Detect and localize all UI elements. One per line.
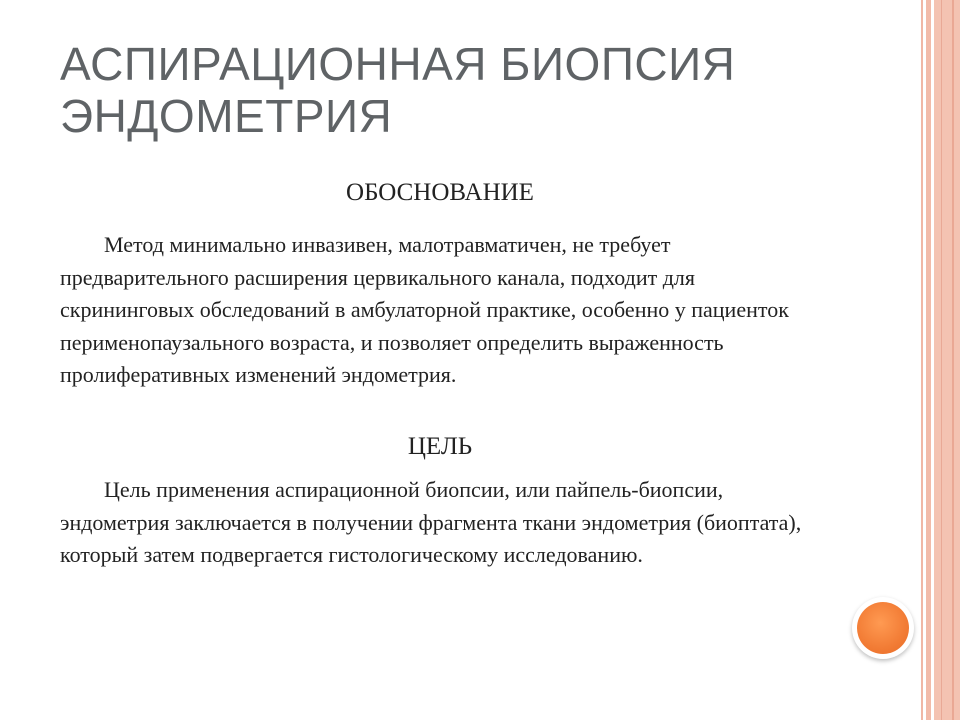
- section-text-rationale: Метод минимально инвазивен, малотравматичен, не требует предварительного расширения цервикального канала, подходит для скрининговых обследований в амбулаторной практике, особенно у пациенток перименопаузального возраста, и позволяет определить выраженность пролиферативных изменений эндометрия.: [60, 232, 789, 387]
- decorative-stripe: [952, 0, 954, 720]
- decorative-stripe: [934, 0, 960, 720]
- orange-circle-icon: [852, 597, 914, 659]
- section-heading-rationale: ОБОСНОВАНИЕ: [346, 179, 534, 206]
- decorative-stripe: [926, 0, 931, 720]
- section-text-goal: Цель применения аспирационной биопсии, или пайпель-биопсии, эндометрия заключается в получении фрагмента ткани эндометрия (биоптата), который затем подвергается гистологическому исследованию.: [60, 477, 802, 567]
- decorative-stripe: [941, 0, 942, 720]
- decorative-stripe: [921, 0, 923, 720]
- section-heading-goal: ЦЕЛЬ: [407, 433, 473, 460]
- orange-circle-fill: [857, 602, 909, 654]
- slide-title: АСПИРАЦИОННАЯ БИОПСИЯ ЭНДОМЕТРИЯ: [60, 38, 736, 142]
